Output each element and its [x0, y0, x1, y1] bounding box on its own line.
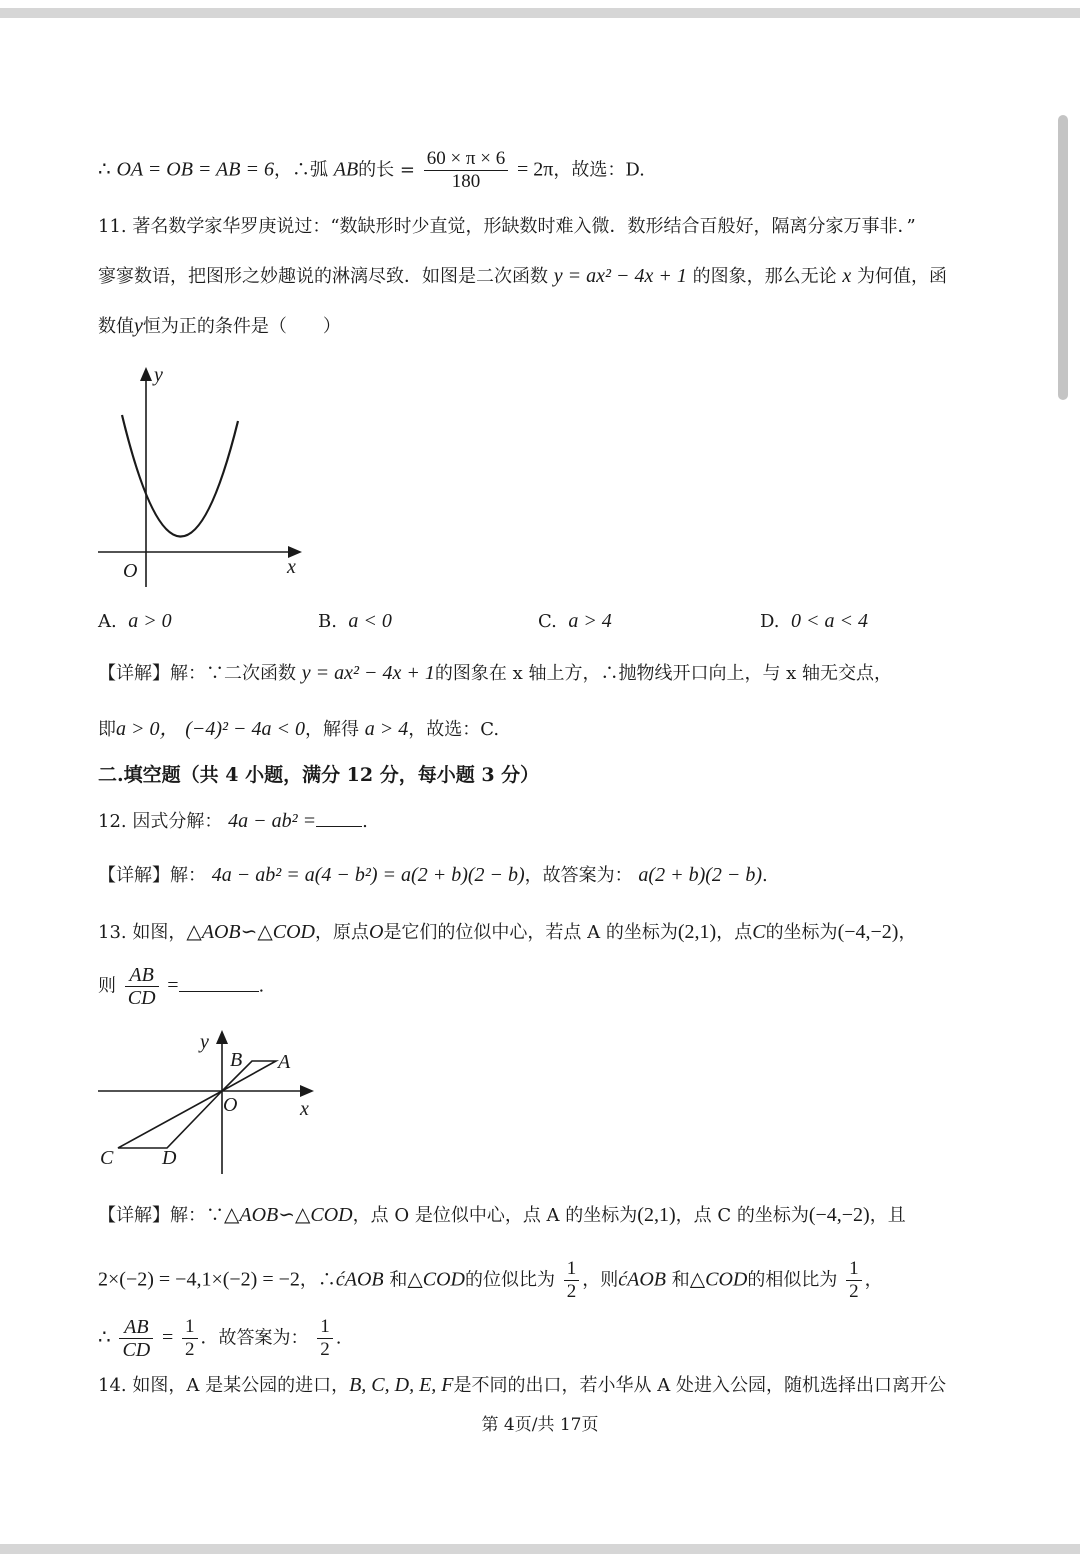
point-d-label: D — [162, 1147, 177, 1169]
ab-cd-fraction-answer: $\frac{AB}{CD}$ — [119, 1316, 153, 1361]
q13-detail-line2: 2×(−2) = −4,1×(−2) = −2，∴ćAOB 和△COD的位似比为 $\frac{1}{2}$ ，则ćAOB 和△COD的相似比为 $\frac{1}{2}$ ， — [98, 1258, 883, 1302]
half-fraction: $\frac{1}{2}$ — [182, 1316, 198, 1361]
origin-label: O — [123, 560, 138, 582]
option-c: C. a > 4 — [538, 610, 612, 632]
section-heading: 二.填空题（共 4 小题，满分 12 分，每小题 3 分） — [98, 764, 540, 786]
arc-length-fraction: $\frac{60 \times \pi \times 6}{180}$ — [424, 148, 509, 193]
y-axis-arrow-icon — [216, 1030, 228, 1044]
y-axis-arrow-icon — [140, 367, 152, 381]
option-a: A. a > 0 — [98, 610, 172, 632]
q11-detail-line2: 即a > 0， (−4)² − 4a < 0，解得 a > 4，故选：C. — [98, 718, 500, 740]
scrollbar[interactable] — [1058, 115, 1068, 400]
x-axis-arrow-icon — [300, 1085, 314, 1097]
parabola-curve — [122, 415, 238, 537]
triangle-cod — [118, 1091, 222, 1148]
x-axis-label: x — [287, 556, 296, 578]
q11-stem-line3: 数值y恒为正的条件是（ ） — [98, 315, 341, 337]
bottom-border — [0, 1544, 1080, 1554]
q13-answer-blank — [179, 973, 259, 992]
page-footer: 第 4页/共 17页 — [481, 1415, 599, 1435]
q11-detail-line1: 【详解】解：∵二次函数 y = ax² − 4x + 1的图象在 x 轴上方，∴抛物线开口向上，与 x 轴无交点， — [98, 662, 893, 684]
ratio-fraction-1: $\frac{1}{2}$ — [564, 1258, 580, 1303]
q13-stem-line1: 13. 如图，△AOB∽△COD，原点O是它们的位似中心，若点 A 的坐标为(2,1)，点C的坐标为(−4,−2)， — [98, 921, 917, 943]
ab-cd-fraction: $\frac{AB}{CD}$ — [125, 964, 159, 1009]
q12-stem: 12. 因式分解： 4a − ab² = . — [98, 810, 368, 832]
option-b: B. a < 0 — [318, 610, 392, 632]
point-a-label: A — [278, 1051, 291, 1073]
q12-detail: 【详解】解： 4a − ab² = a(4 − b²) = a(2 + b)(2 − b)，故答案为： a(2 + b)(2 − b). — [98, 864, 768, 886]
origin-label: O — [223, 1094, 238, 1116]
ratio-fraction-2: $\frac{1}{2}$ — [846, 1258, 862, 1303]
point-c-label: C — [100, 1147, 114, 1169]
q10-answer-line: ∴ OA = OB = AB = 6，∴弧 AB的长 = $\frac{60 \times \pi \times 6}{180}$ = 2π，故选：D. — [98, 148, 645, 192]
point-b-label: B — [230, 1049, 243, 1071]
y-axis-label: y — [154, 364, 163, 386]
q13-stem-line2: 则 $\frac{AB}{CD}$ = . — [98, 964, 265, 1009]
parabola-graph — [90, 355, 320, 590]
q11-stem-line1: 11. 著名数学家华罗庚说过：“数缺形时少直觉，形缺数时难入微．数形结合百般好，隔离分家万事非．” — [98, 216, 916, 237]
top-border — [0, 8, 1080, 18]
x-axis-label: x — [300, 1098, 309, 1120]
y-axis-label: y — [200, 1031, 209, 1053]
q11-stem-line2: 寥寥数语，把图形之妙趣说的淋漓尽致．如图是二次函数 y = ax² − 4x + 1 的图象，那么无论 x 为何值，函 — [98, 265, 947, 287]
q13-detail-line3: ∴ $\frac{AB}{CD}$ = $\frac{1}{2}$ ．故答案为： $\frac{1}{2}$ . — [98, 1316, 342, 1361]
option-d: D. 0 < a < 4 — [760, 610, 868, 632]
q14-stem: 14. 如图，A 是某公园的进口，B, C, D, E, F是不同的出口，若小华从 A 处进入公园，随机选择出口离开公 — [98, 1374, 946, 1396]
q13-detail-line1: 【详解】解：∵△AOB∽△COD，点 O 是位似中心，点 A 的坐标为(2,1)，点 C 的坐标为(−4,−2)，且 — [98, 1204, 906, 1226]
similar-triangles-graph — [90, 1022, 330, 1182]
q12-answer-blank — [316, 808, 362, 827]
half-fraction-answer: $\frac{1}{2}$ — [317, 1316, 333, 1361]
